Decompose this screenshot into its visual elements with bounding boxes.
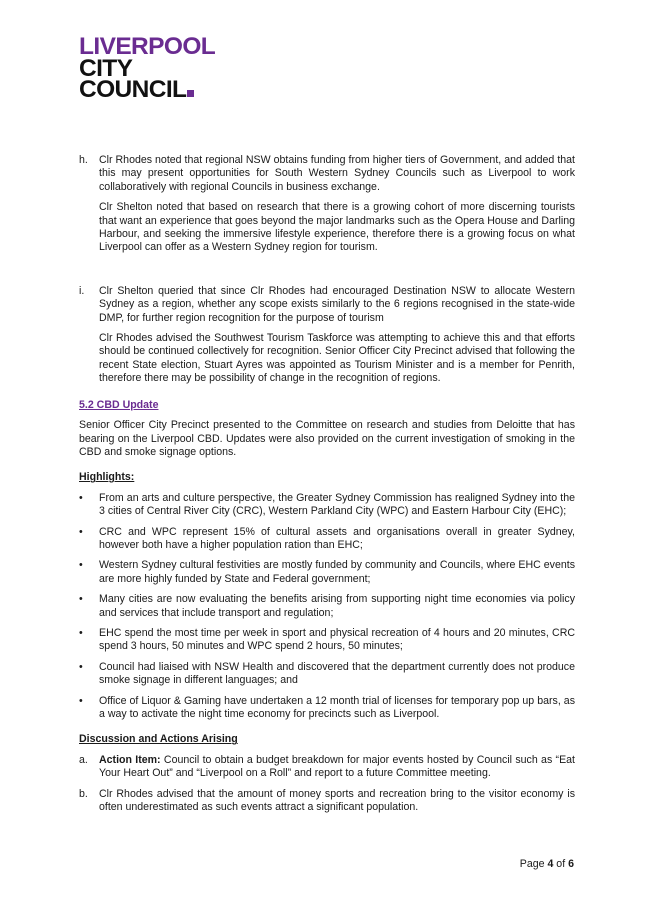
bullet-item [79, 627, 575, 654]
paragraph: Clr Shelton noted that based on research that there is a growing cohort of more discerning tourists that want an experience that goes beyond the major landmarks such as the Opera House and Darling Harbour, and seeking the immersive lifestyle experience, therefore there is a growing focus on what Liverpool can offer as a Western Sydney region for tourism. [99, 201, 575, 254]
bullet-text: Western Sydney cultural festivities are mostly funded by community and Councils, where EHC events are more highly funded by State and Federal government; [99, 559, 575, 585]
list-marker: h. [79, 154, 88, 166]
page-total: 6 [568, 858, 574, 870]
bullet-icon: • [79, 694, 83, 707]
page-of: of [553, 858, 569, 870]
list-marker: b. [79, 787, 88, 800]
bullet-item [79, 593, 575, 620]
bullet-text: CRC and WPC represent 15% of cultural assets and organisations overall in greater Sydney, however both have a higher population ration than EHC; [99, 525, 575, 551]
list-item-h [79, 154, 575, 255]
list-item-a [79, 754, 575, 781]
bullet-icon: • [79, 525, 83, 538]
section-title-link[interactable] [79, 399, 575, 412]
bullet-item [79, 492, 575, 519]
bullet-text: EHC spend the most time per week in sport and physical recreation of 4 hours and 20 minutes, CRC spend 3 hours, 50 minutes and WPC spend 2 hours, 50 minutes; [99, 626, 575, 653]
bullet-item [79, 559, 575, 586]
logo-line-council [79, 76, 215, 103]
logo-line-liverpool: LIVERPOOL [79, 33, 216, 60]
discussion-heading-text: Discussion and Actions Arising [79, 733, 238, 746]
bullet-icon: • [79, 626, 83, 639]
paragraph: Clr Rhodes advised that the amount of money sports and recreation bring to the visitor economy is often underestimated as such events attract a significant population. [99, 787, 575, 814]
section-intro: Senior Officer City Precinct presented to the Committee on research and studies from Deloitte that has bearing on the Liverpool CBD. Updates were also provided on the current investigation of smoking in the CBD and smoke signage options. [79, 419, 575, 458]
action-item-text: Council to obtain a budget breakdown for major events hosted by Council such as “Eat Your Heart Out” and “Liverpool on a Roll” and report to a future Committee meeting. [99, 753, 575, 780]
list-item-b [79, 788, 575, 815]
bullet-icon: • [79, 593, 83, 606]
discussion-heading [79, 733, 575, 746]
council-logo [79, 33, 216, 103]
page-current: 4 [547, 858, 554, 870]
bullet-text: Many cities are now evaluating the benefits arising from supporting night time economies via policy and services that include transport and regulation; [99, 593, 575, 619]
bullet-icon: • [79, 559, 83, 572]
highlights-heading-text: Highlights: [79, 471, 135, 484]
logo-line-city: CITY [79, 54, 133, 82]
bullet-item [79, 526, 575, 553]
list-marker: i. [79, 284, 85, 297]
bullet-item [79, 695, 575, 722]
section-5-2-title[interactable]: 5.2 CBD Update [79, 398, 159, 411]
bullet-text: Office of Liquor & Gaming have undertaken a 12 month trial of licenses for temporary pop up bars, as a way to activate the night time economy for precincts such as Liverpool. [99, 694, 575, 720]
document-body [79, 154, 575, 814]
page-number [520, 858, 574, 871]
paragraph: Clr Rhodes noted that regional NSW obtains funding from higher tiers of Government, and added that this may present opportunities for South Western Sydney Councils such as Liverpool to work collaboratively with regional Councils in business exchange. [99, 154, 575, 193]
paragraph [99, 754, 575, 781]
action-item-label: Action Item: [99, 753, 161, 766]
bullet-text: Council had liaised with NSW Health and discovered that the department currently does not produce smoke signage in different languages; and [99, 660, 575, 687]
paragraph: Clr Rhodes advised the Southwest Tourism Taskforce was attempting to achieve this and that efforts should be continued collectively for recognition. Senior Officer City Precinct advised that following the recent State election, Stuart Ayres was appointed as Tourism Minister and is a member for Penrith, therefore there may be possibility of change in the recognition of regions. [99, 332, 575, 385]
bullet-icon: • [79, 491, 83, 504]
logo-council-text: COUNCIL [79, 76, 187, 103]
page-prefix: Page [519, 858, 548, 870]
paragraph: Clr Shelton queried that since Clr Rhodes had encouraged Destination NSW to allocate Western Sydney as a region, whether any scope exists similarly to the 6 regions recognised in the state-wide DMP, for further region recognition for the purpose of tourism [99, 284, 575, 324]
list-marker: a. [79, 753, 88, 766]
list-item-i [79, 285, 575, 386]
bullet-text: From an arts and culture perspective, the Greater Sydney Commission has realigned Sydney into the 3 cities of Central River City (CRC), Western Parkland City (WPC) and Eastern Harbour City (EHC); [99, 491, 575, 518]
logo-square-icon [187, 90, 194, 97]
highlights-heading [79, 471, 575, 484]
bullet-item [79, 661, 575, 688]
bullet-icon: • [79, 660, 83, 673]
